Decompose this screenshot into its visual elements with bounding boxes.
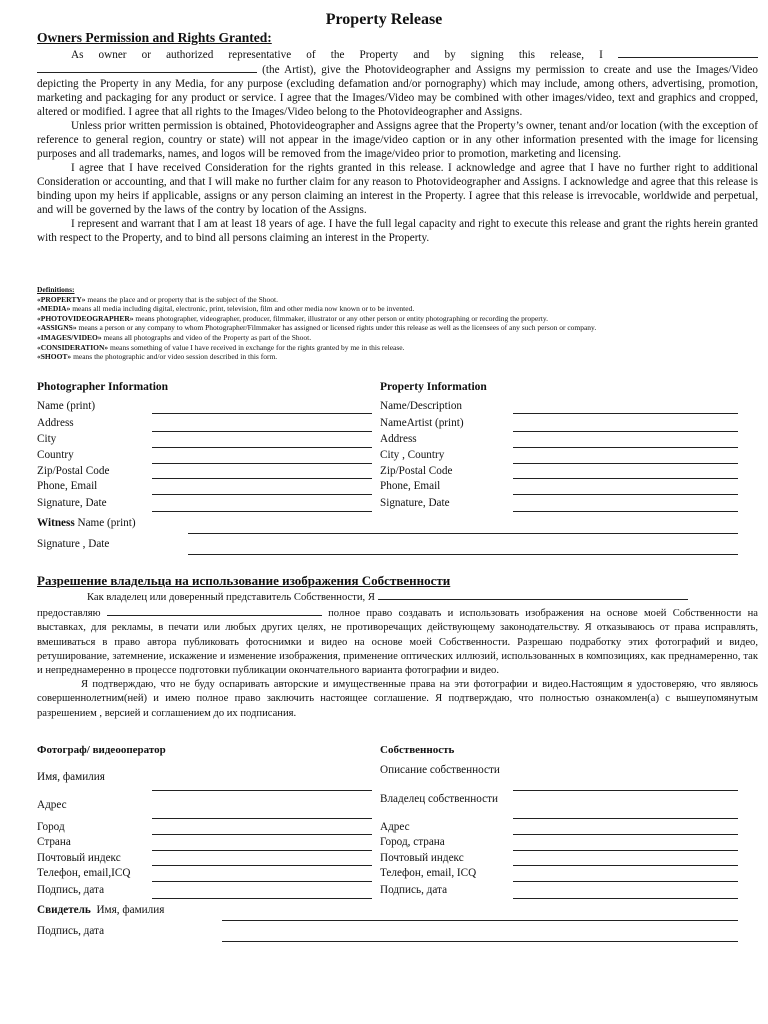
field-label: Phone, Email <box>380 480 441 492</box>
page-title: Property Release <box>325 11 443 28</box>
en-paragraph-3: I agree that I have received Consideration for the rights granted in this release. I acknowledge and agree that I have no further right to additional Consideration or accounting, and that I will make no further claim for any reason to Photovideographer and Assigns. I acknowledge and agree that this release is binding upon my heirs if applicable, assigns or any person claiming an interest in the Property. I agree that this release is irrevocable, worldwide and perpetual, and will be governed by the laws of the contry by location of the Assigns. <box>37 162 758 216</box>
ru-photographer-zip-field[interactable] <box>152 865 372 866</box>
photographer-zip-field[interactable] <box>152 478 372 479</box>
field-label: Name (print) <box>37 400 96 412</box>
field-label: Почтовый индекс <box>380 852 464 864</box>
definition-item: «IMAGES/VIDEO» means all photographs and video of the Property as part of the Shoot. <box>37 332 312 342</box>
photographer-country-field[interactable] <box>152 463 372 464</box>
ru-p1-second: предоставляю <box>37 608 101 620</box>
ru-photographer-city-field[interactable] <box>152 834 372 835</box>
en-body <box>37 47 758 245</box>
en-p1-start: As owner or authorized representative of the Property and by signing this release, I <box>71 49 603 61</box>
ru-property-address-field[interactable] <box>513 834 738 835</box>
ru-photographer-country-field[interactable] <box>152 850 372 851</box>
field-label: Адрес <box>380 821 410 833</box>
ru-photographer-address-field[interactable] <box>152 818 372 819</box>
en-paragraph-1 <box>37 47 758 119</box>
witness-name-field[interactable] <box>188 533 738 534</box>
ru-witness-name-field[interactable] <box>222 920 738 921</box>
ru-property-description-field[interactable] <box>513 790 738 791</box>
artist-name-blank[interactable] <box>618 47 758 58</box>
ru-paragraph-1 <box>37 589 758 678</box>
witness-signature-field[interactable] <box>188 554 738 555</box>
ru-photographer-signature-field[interactable] <box>152 898 372 899</box>
photographer-address-field[interactable] <box>152 431 372 432</box>
property-phone-field[interactable] <box>513 494 738 495</box>
field-label: Address <box>380 433 417 445</box>
field-label: Signature, Date <box>380 497 450 509</box>
ru-owner-name-blank[interactable] <box>378 589 688 600</box>
artist-name-blank-2[interactable] <box>37 62 257 73</box>
ru-witness-signature-label: Подпись, дата <box>37 925 105 937</box>
definition-item: «ASSIGNS» means a person or any company to whom Photographer/Filmmaker has assigned or licensed rights under this release as well as the licensees of any such person or company. <box>37 323 597 333</box>
ru-body <box>37 589 758 721</box>
en-paragraph-2: Unless prior written permission is obtained, Photovideographer and Assigns agree that the Property’s owner, tenant and/or location (with the exception of reference to general region, country or state) will not appear in the image/video caption or in any other information presented with the image for licensing purposes and all trademarks, names, and logos will be removed from the image/video prior to promotion, marketing and licensing. <box>37 120 758 160</box>
definition-item: «CONSIDERATION» means something of value I have received in exchange for the rights granted by me in this release. <box>37 342 405 352</box>
field-label: Signature, Date <box>37 497 107 509</box>
field-label: Address <box>37 417 74 429</box>
definition-item: «PHOTOVIDEOGRAPHER» means photographer, videographer, producer, filmmaker, illustrator or any other person or entity photographing or recording the property. <box>37 313 548 323</box>
en-paragraph-4: I represent and warrant that I am at least 18 years of age. I have the full legal capacity and right to execute this release and grant the rights herein granted with respect to the Property, and to bind all persons claiming an interest in the Property. <box>37 218 758 244</box>
field-label: City , Country <box>380 449 445 461</box>
property-address-field[interactable] <box>513 447 738 448</box>
definitions-title: Definitions: <box>37 285 75 294</box>
ru-property-heading: Собственность <box>380 744 455 756</box>
field-label: Город, страна <box>380 836 445 848</box>
property-info-heading: Property Information <box>380 381 487 393</box>
property-owner-name-field[interactable] <box>513 431 738 432</box>
field-label: Страна <box>37 836 71 848</box>
ru-witness-label: Свидетель Имя, фамилия <box>37 904 165 916</box>
field-label: Адрес <box>37 799 67 811</box>
ru-photographer-phone-field[interactable] <box>152 881 372 882</box>
field-label: Подпись, дата <box>37 884 105 896</box>
property-description-field[interactable] <box>513 413 738 414</box>
en-heading: Owners Permission and Rights Granted: <box>37 30 272 45</box>
field-label: Country <box>37 449 74 461</box>
property-city-field[interactable] <box>513 463 738 464</box>
ru-property-city-field[interactable] <box>513 850 738 851</box>
ru-photographer-name-field[interactable] <box>152 790 372 791</box>
definition-item: «PROPERTY» means the place and or property that is the subject of the Shoot. <box>37 294 278 304</box>
witness-signature-label: Signature , Date <box>37 538 110 550</box>
witness-label: Witness Name (print) <box>37 517 136 529</box>
field-label: Zip/Postal Code <box>380 465 453 477</box>
photographer-phone-field[interactable] <box>152 494 372 495</box>
ru-photographer-heading: Фотограф/ видеооператор <box>37 744 166 756</box>
field-label: Name/Description <box>380 400 463 412</box>
field-label: Владелец собственности <box>380 793 498 805</box>
field-label: Телефон, email,ICQ <box>37 867 131 879</box>
ru-paragraph-2: Я подтверждаю, что не буду оспаривать авторские и имущественные права на эти фотографии и видео.Настоящим я удостоверяю, что являюсь совершеннолетним(ней) и имею полное право заключить настоящее соглашение. Я подтверждаю, что полностью ознакомлен(а) с вышеупомянутым разрешением , версией и соглашением до их подписания. <box>37 679 758 719</box>
ru-witness-signature-field[interactable] <box>222 941 738 942</box>
field-label: Phone, Email <box>37 480 98 492</box>
field-label: Почтовый индекс <box>37 852 121 864</box>
ru-grantee-blank[interactable] <box>107 605 322 616</box>
photographer-signature-field[interactable] <box>152 511 372 512</box>
definition-item: «SHOOT» means the photographic and/or video session described in this form. <box>37 352 278 362</box>
ru-property-phone-field[interactable] <box>513 881 738 882</box>
field-label: Описание собственности <box>380 764 500 776</box>
field-label: City <box>37 433 57 445</box>
field-label: Zip/Postal Code <box>37 465 110 477</box>
property-zip-field[interactable] <box>513 478 738 479</box>
ru-property-zip-field[interactable] <box>513 865 738 866</box>
ru-p1-start: Как владелец или доверенный представитель Собственности, Я <box>87 592 375 603</box>
field-label: Телефон, email, ICQ <box>380 867 477 879</box>
ru-property-signature-field[interactable] <box>513 898 738 899</box>
definition-item: «MEDIA» means all media including digital, electronic, print, television, film and other media now known or to be invented. <box>37 304 415 314</box>
en-p1-rest: (the Artist), give the Photovideographer and Assigns my permission to create and use the Images/Video depicting the Property in any Media, for any purpose (excluding defamation and/or pornography) which may include, among others, advertising, promotion, marketing and packaging for any product or service. I agree that the Images/Video may be combined with other images/video, text and graphics and cropped, altered or modified. I agree that all rights to the Images/Video belong to the Photovideographer and Assigns. <box>37 64 758 118</box>
field-label: Подпись, дата <box>380 884 448 896</box>
photographer-info-heading: Photographer Information <box>37 381 169 393</box>
field-label: NameArtist (print) <box>380 417 464 429</box>
field-label: Город <box>37 821 65 833</box>
photographer-city-field[interactable] <box>152 447 372 448</box>
property-signature-field[interactable] <box>513 511 738 512</box>
field-label: Имя, фамилия <box>37 771 105 783</box>
ru-property-owner-field[interactable] <box>513 818 738 819</box>
photographer-name-field[interactable] <box>152 413 372 414</box>
definitions <box>37 285 758 362</box>
ru-p1-rest: полное право создавать и использовать изображения на основе моей Собственности на выставках, для рекламы, в печати или любых других целях, не противоречащих действующему законодательству. Я отказываюсь от права исправлять, вмешиваться в право автора публиковать фотоснимки и видео на основе моей Собственности. Разрешаю подработку этих фотографий и видео, ретуширование, затемнение, искажение и изменение изображения, применение оптических иллюзий, использованных в композициях, как преднамеренно, так и непреднамеренно в процессе подготовки публикации окончательного варианта фотографии и видео. <box>37 608 758 677</box>
ru-heading: Разрешение владельца на использование изображения Собственности <box>37 573 451 588</box>
